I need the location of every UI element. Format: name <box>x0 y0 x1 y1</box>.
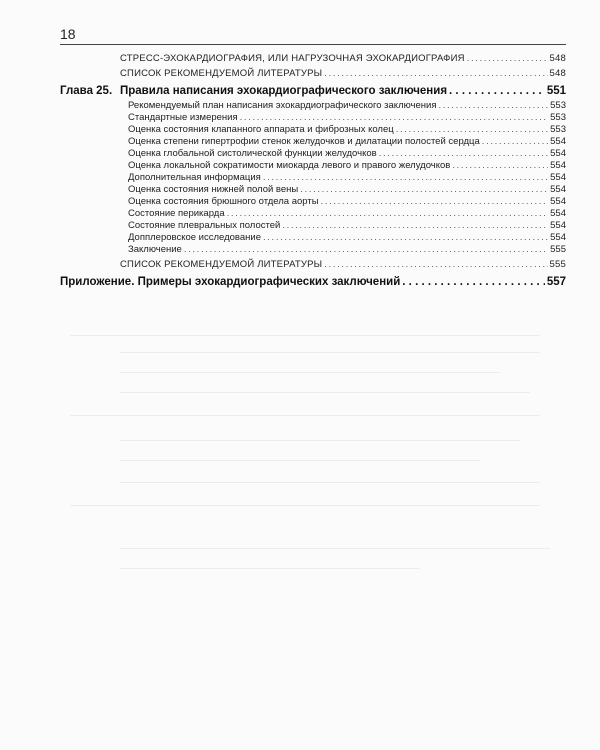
toc-entry[interactable] <box>128 160 566 171</box>
appendix-entry[interactable] <box>60 276 566 288</box>
leader-dots <box>449 85 545 97</box>
toc-entry[interactable] <box>120 68 566 79</box>
leader-dots <box>482 136 548 147</box>
toc-entry-label: Стандартные измерения <box>128 112 238 123</box>
leader-dots <box>240 112 549 123</box>
leader-dots <box>263 172 548 183</box>
toc-entry-label: Состояние плевральных полостей <box>128 220 281 231</box>
toc-entry-page: 553 <box>550 124 566 135</box>
toc-entry[interactable] <box>128 172 566 183</box>
leader-dots <box>379 148 548 159</box>
toc-entry-label: Оценка состояния нижней полой вены <box>128 184 299 195</box>
toc-entry[interactable] <box>128 100 566 111</box>
toc-entry-page: 554 <box>550 220 566 231</box>
toc-entry-page: 554 <box>550 172 566 183</box>
chapter-title-entry[interactable] <box>120 85 566 97</box>
toc-entry[interactable] <box>120 53 566 64</box>
toc-entry-label: Оценка степени гипертрофии стенок желудочков и дилатации полостей сердца <box>128 136 480 147</box>
toc-entry-label: Оценка глобальной систолической функции желудочков <box>128 148 377 159</box>
leader-dots <box>467 53 548 64</box>
toc-entry-page: 555 <box>550 244 566 255</box>
toc-entry-page: 554 <box>550 136 566 147</box>
leader-dots <box>396 124 548 135</box>
leader-dots <box>321 196 549 207</box>
toc-entry-page: 554 <box>550 232 566 243</box>
toc-entry-label: Допплеровское исследование <box>128 232 261 243</box>
toc-entry-page: 555 <box>549 259 566 270</box>
toc-entry-label: Дополнительная информация <box>128 172 261 183</box>
toc-entry-label: Рекомендуемый план написания эхокардиографического заключения <box>128 100 437 111</box>
leader-dots <box>402 276 545 288</box>
toc-entry[interactable] <box>120 259 566 270</box>
toc-entry-page: 554 <box>550 184 566 195</box>
toc-entry-page: 548 <box>549 53 566 64</box>
page-number: 18 <box>60 26 76 42</box>
toc-entry-label: Оценка состояния клапанного аппарата и фиброзных колец <box>128 124 394 135</box>
leader-dots <box>452 160 548 171</box>
leader-dots <box>227 208 549 219</box>
toc-entry-label: СТРЕСС-ЭХОКАРДИОГРАФИЯ, ИЛИ НАГРУЗОЧНАЯ ЭХОКАРДИОГРАФИЯ <box>120 53 465 64</box>
toc-entry-label: Оценка локальной сократимости миокарда левого и правого желудочков <box>128 160 451 171</box>
toc-entry-page: 554 <box>550 160 566 171</box>
toc-entry-page: 548 <box>549 68 566 79</box>
leader-dots <box>300 184 548 195</box>
leader-dots <box>324 68 547 79</box>
chapter-title: Правила написания эхокардиографического заключения <box>120 85 448 97</box>
toc-entry-label: СПИСОК РЕКОМЕНДУЕМОЙ ЛИТЕРАТУРЫ <box>120 68 323 79</box>
chapter-page: 551 <box>546 85 566 97</box>
toc-entry-page: 553 <box>550 112 566 123</box>
toc-entry-page: 554 <box>550 208 566 219</box>
toc-entry[interactable] <box>128 112 566 123</box>
toc-entry[interactable] <box>128 184 566 195</box>
leader-dots <box>324 259 547 270</box>
toc-entry[interactable] <box>128 232 566 243</box>
toc-entry[interactable] <box>128 136 566 147</box>
chapter-label: Глава 25. <box>60 85 113 97</box>
leader-dots <box>184 244 548 255</box>
toc-entry-label: СПИСОК РЕКОМЕНДУЕМОЙ ЛИТЕРАТУРЫ <box>120 259 323 270</box>
toc-entry-label: Состояние перикарда <box>128 208 225 219</box>
toc-entry-page: 554 <box>550 196 566 207</box>
toc-entry[interactable] <box>128 124 566 135</box>
toc-entry[interactable] <box>128 244 566 255</box>
appendix-page: 557 <box>546 276 566 288</box>
toc-entry[interactable] <box>128 208 566 219</box>
appendix-title: Приложение. Примеры эхокардиографических заключений <box>60 276 401 288</box>
leader-dots <box>263 232 548 243</box>
leader-dots <box>282 220 548 231</box>
toc-entry-label: Оценка состояния брюшного отдела аорты <box>128 196 319 207</box>
toc-entry-page: 554 <box>550 148 566 159</box>
leader-dots <box>438 100 548 111</box>
toc-entry[interactable] <box>128 148 566 159</box>
toc-entry[interactable] <box>128 196 566 207</box>
toc-entry-page: 553 <box>550 100 566 111</box>
toc-entry[interactable] <box>128 220 566 231</box>
toc-entry-label: Заключение <box>128 244 182 255</box>
header-rule <box>60 44 566 45</box>
